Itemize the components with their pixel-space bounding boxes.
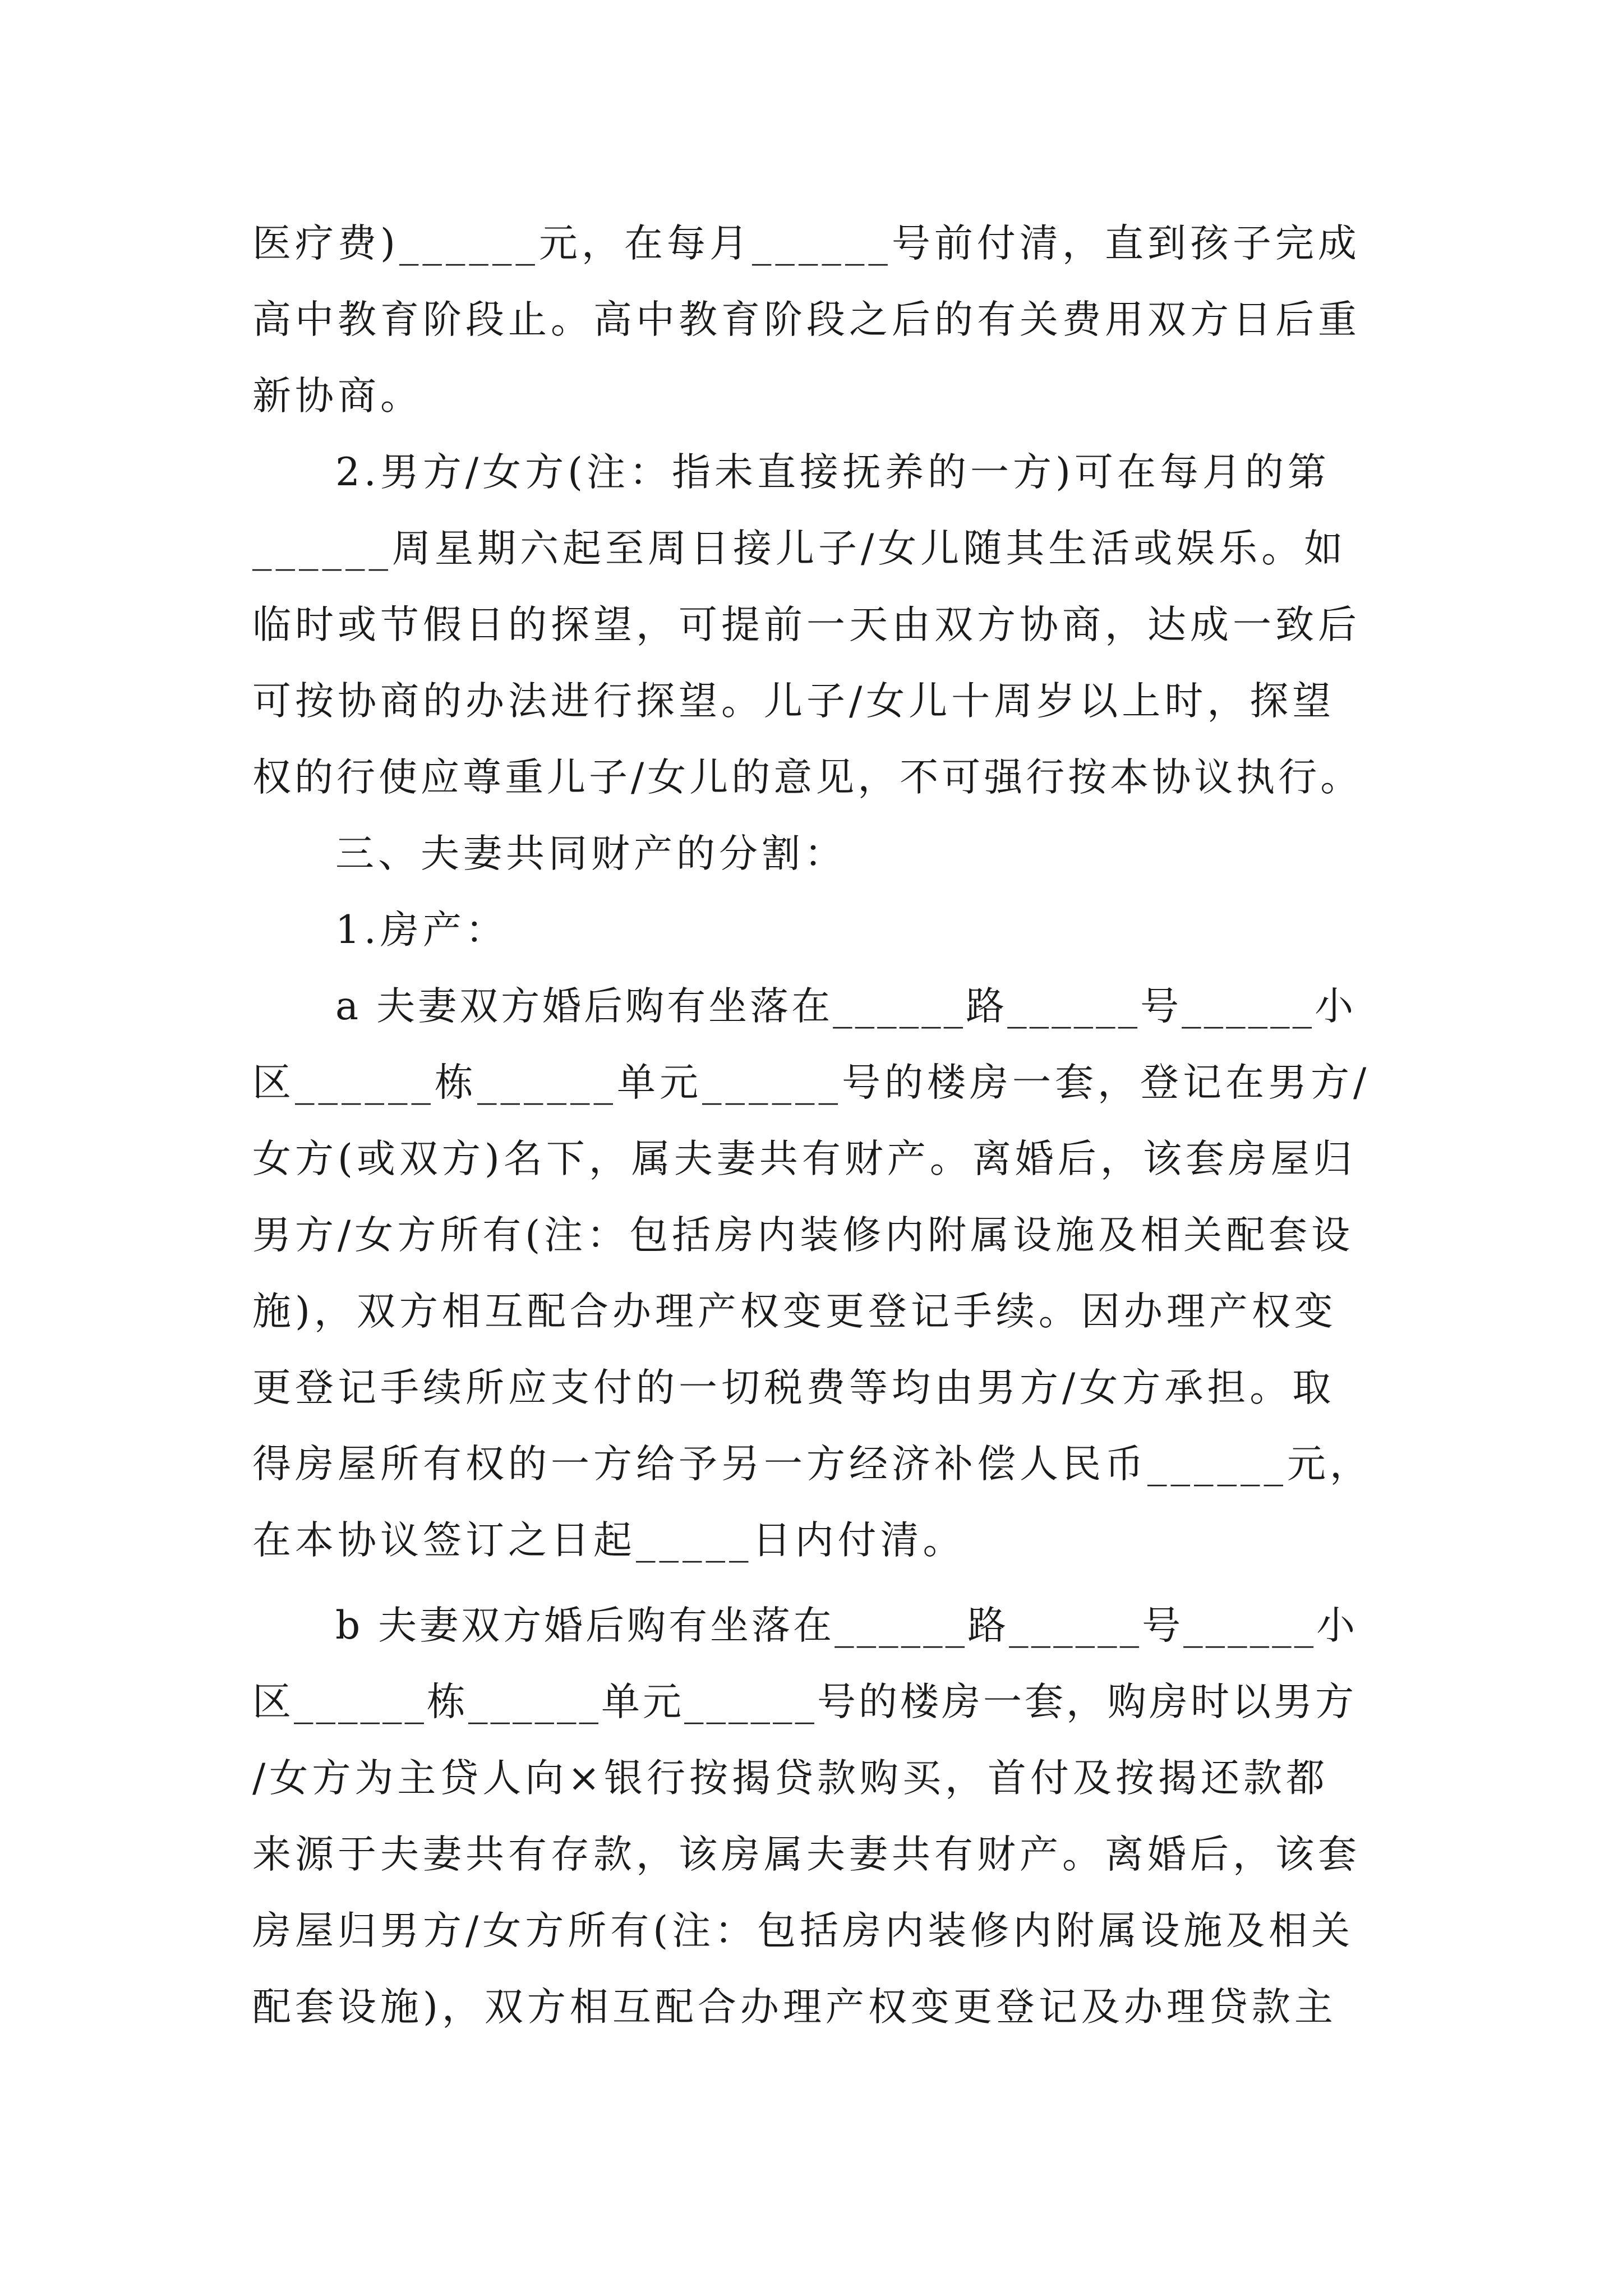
paragraph-start: b 夫妻双方婚后购有坐落在______路______号______小 bbox=[335, 1603, 1358, 1648]
text-line: 得房屋所有权的一方给予另一方经济补偿人民币______元， bbox=[252, 1442, 1372, 1487]
text-line: 区______栋______单元______号的楼房一套，购房时以男方 bbox=[252, 1680, 1357, 1724]
paragraph-start: a 夫妻双方婚后购有坐落在______路______号______小 bbox=[335, 984, 1357, 1029]
text-line: /女方为主贷人向×银行按揭贷款购买，首付及按揭还款都 bbox=[252, 1756, 1329, 1801]
text-line: 高中教育阶段止。高中教育阶段之后的有关费用双方日后重 bbox=[252, 297, 1361, 342]
text-line: 可按协商的办法进行探望。儿子/女儿十周岁以上时，探望 bbox=[252, 679, 1335, 724]
text-line: ______周星期六起至周日接儿子/女儿随其生活或娱乐。如 bbox=[252, 526, 1347, 571]
text-line: 临时或节假日的探望，可提前一天由双方协商，达成一致后 bbox=[252, 602, 1361, 647]
text-line: 女方(或双方)名下，属夫妻共有财产。离婚后，该套房屋归 bbox=[252, 1137, 1356, 1181]
text-line: 权的行使应尊重儿子/女儿的意见，不可强行按本协议执行。 bbox=[252, 755, 1363, 800]
text-line: 男方/女方所有(注：包括房内装修内附属设施及相关配套设 bbox=[252, 1213, 1354, 1258]
text-line: 来源于夫妻共有存款，该房属夫妻共有财产。离婚后，该套 bbox=[252, 1832, 1361, 1877]
text-line: 新协商。 bbox=[252, 374, 423, 418]
text-line: 配套设施)，双方相互配合办理产权变更登记及办理贷款主 bbox=[252, 1985, 1337, 2030]
text-line: 更登记手续所应支付的一切税费等均由男方/女方承担。取 bbox=[252, 1365, 1335, 1410]
text-line: 医疗费)______元，在每月______号前付清，直到孩子完成 bbox=[252, 221, 1361, 266]
text-line: 施)，双方相互配合办理产权变更登记手续。因办理产权变 bbox=[252, 1289, 1337, 1334]
text-line: 在本协议签订之日起_____日内付清。 bbox=[252, 1518, 966, 1563]
paragraph-start: 2.男方/女方(注：指未直接抚养的一方)可在每月的第 bbox=[335, 450, 1330, 495]
section-heading: 三、夫妻共同财产的分割： bbox=[335, 831, 847, 876]
text-line: 区______栋______单元______号的楼房一套，登记在男方/ bbox=[252, 1060, 1371, 1105]
text-line: 房屋归男方/女方所有(注：包括房内装修内附属设施及相关 bbox=[252, 1908, 1354, 1953]
subsection-heading: 1.房产： bbox=[335, 908, 508, 953]
